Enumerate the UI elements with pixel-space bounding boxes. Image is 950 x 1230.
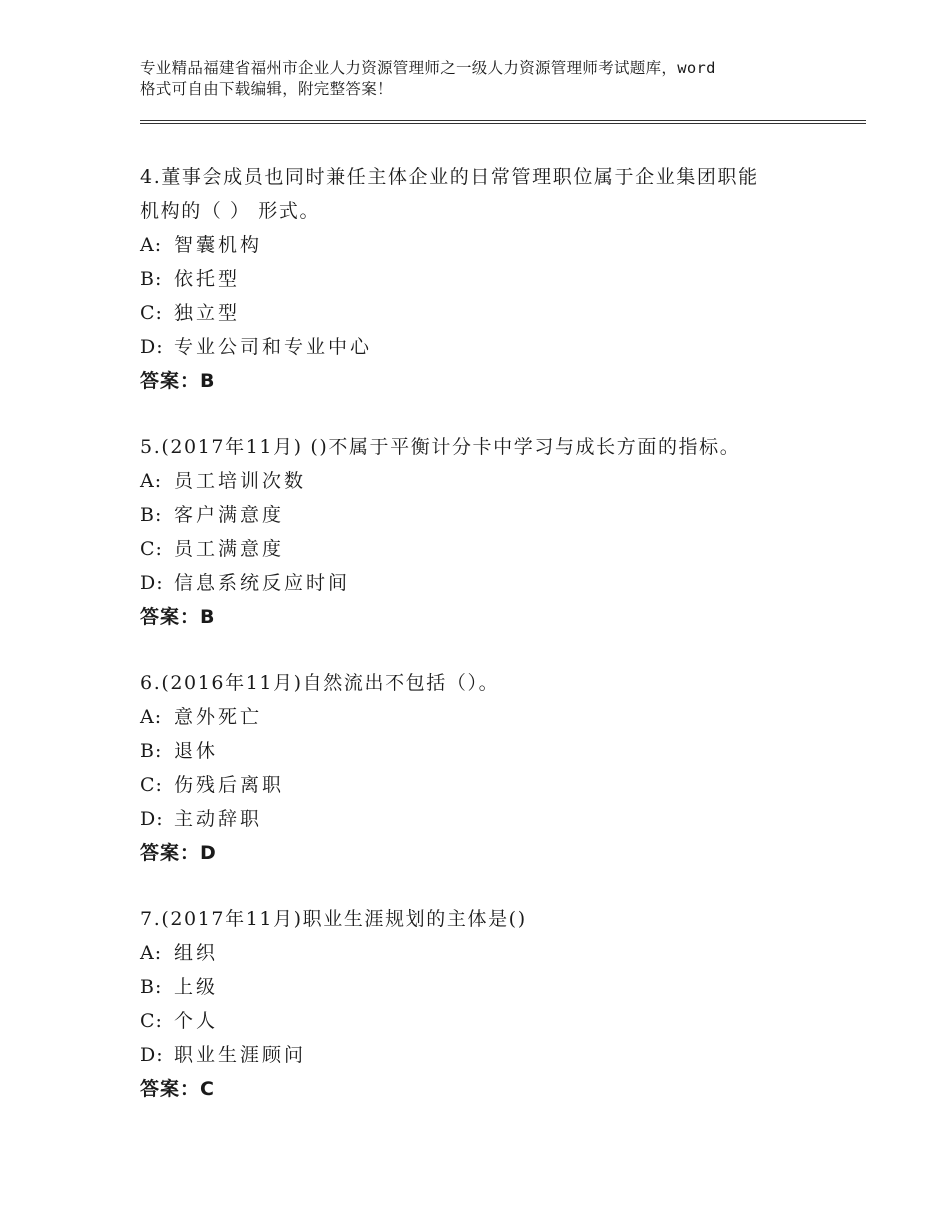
option-key: A: xyxy=(140,470,163,492)
option-text: 专业公司和专业中心 xyxy=(174,336,373,358)
option-key: B: xyxy=(140,740,163,762)
option-key: A: xyxy=(140,234,163,256)
option-text: 组织 xyxy=(174,942,219,964)
question-item xyxy=(140,160,840,398)
option-b xyxy=(140,262,840,296)
question-item xyxy=(140,666,840,870)
option-c xyxy=(140,768,840,802)
option-text: 主动辞职 xyxy=(174,808,263,830)
option-key: D: xyxy=(140,1044,164,1066)
option-a xyxy=(140,228,840,262)
option-key: C: xyxy=(140,302,163,324)
question-text-line: 4.董事会成员也同时兼任主体企业的日常管理职位属于企业集团职能 xyxy=(140,166,759,188)
option-key: D: xyxy=(140,336,164,358)
question-item xyxy=(140,430,840,634)
option-text: 依托型 xyxy=(174,268,241,290)
option-key: C: xyxy=(140,774,163,796)
option-c xyxy=(140,296,840,330)
option-text: 伤残后离职 xyxy=(174,774,285,796)
option-text: 职业生涯顾问 xyxy=(174,1044,307,1066)
document-header xyxy=(140,58,830,100)
option-text: 员工满意度 xyxy=(174,538,285,560)
option-key: B: xyxy=(140,268,163,290)
option-key: A: xyxy=(140,706,163,728)
option-b xyxy=(140,498,840,532)
option-key: C: xyxy=(140,1010,163,1032)
option-c xyxy=(140,532,840,566)
option-key: C: xyxy=(140,538,163,560)
option-d xyxy=(140,1038,840,1072)
question-item xyxy=(140,902,840,1106)
option-text: 智囊机构 xyxy=(174,234,263,256)
question-list xyxy=(140,160,840,1138)
option-text: 客户满意度 xyxy=(174,504,285,526)
answer-label: 答案：B xyxy=(140,370,216,392)
question-text-line: 7.(2017年11月)职业生涯规划的主体是() xyxy=(140,908,527,930)
option-c xyxy=(140,1004,840,1038)
question-text-line: 5.(2017年11月) ()不属于平衡计分卡中学习与成长方面的指标。 xyxy=(140,436,741,458)
option-a xyxy=(140,936,840,970)
option-text: 意外死亡 xyxy=(174,706,263,728)
option-text: 个人 xyxy=(174,1010,219,1032)
option-d xyxy=(140,566,840,600)
option-a xyxy=(140,700,840,734)
answer-label: 答案：C xyxy=(140,1078,215,1100)
option-key: D: xyxy=(140,808,164,830)
option-d xyxy=(140,802,840,836)
option-text: 退休 xyxy=(174,740,219,762)
answer-label: 答案：B xyxy=(140,606,216,628)
header-divider-bottom xyxy=(140,123,866,124)
header-title-line-2: 格式可自由下载编辑，附完整答案！ xyxy=(140,80,393,98)
option-key: D: xyxy=(140,572,164,594)
option-a xyxy=(140,464,840,498)
option-key: B: xyxy=(140,976,163,998)
option-text: 员工培训次数 xyxy=(174,470,307,492)
option-b xyxy=(140,970,840,1004)
question-text-line: 6.(2016年11月)自然流出不包括（）。 xyxy=(140,672,500,694)
option-text: 独立型 xyxy=(174,302,241,324)
question-text-line: 机构的（ ） 形式。 xyxy=(140,200,321,222)
option-key: A: xyxy=(140,942,163,964)
header-title-line-1: 专业精品福建省福州市企业人力资源管理师之一级人力资源管理师考试题库，word xyxy=(140,59,716,77)
header-divider-top xyxy=(140,120,866,121)
option-d xyxy=(140,330,840,364)
option-key: B: xyxy=(140,504,163,526)
option-text: 上级 xyxy=(174,976,219,998)
option-b xyxy=(140,734,840,768)
option-text: 信息系统反应时间 xyxy=(174,572,351,594)
answer-label: 答案：D xyxy=(140,842,217,864)
